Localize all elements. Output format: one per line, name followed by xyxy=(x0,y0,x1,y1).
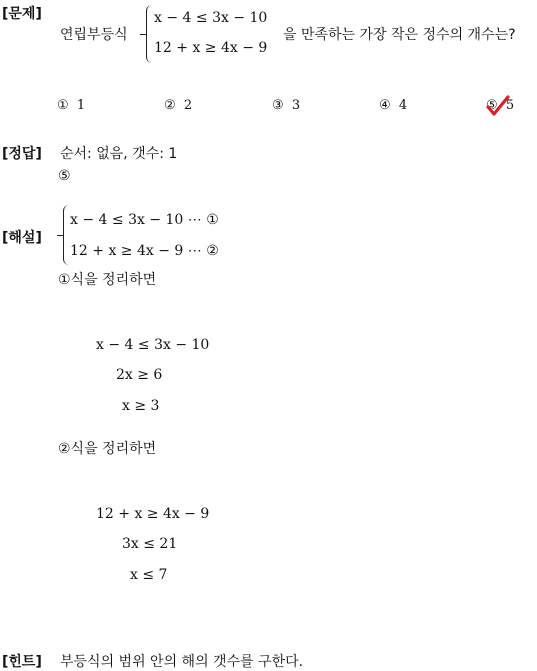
problem-tag: [문제] xyxy=(2,6,42,22)
choice-3-number: ③ xyxy=(272,98,284,113)
choice-2-number: ② xyxy=(164,98,176,113)
hint-tag: [힌트] xyxy=(2,654,42,670)
step2-line-2: 3x ≤ 21 xyxy=(122,536,178,552)
choice-1-value: 1 xyxy=(76,98,86,113)
answer-line-2: ⑤ xyxy=(58,168,71,184)
choice-5-number: ⑤ xyxy=(486,98,498,113)
answer-tag: [정답] xyxy=(2,146,42,162)
solution-system-2: 12 + x ≥ 4x − 9 ⋯ ② xyxy=(70,243,219,259)
problem-inequality-1: x − 4 ≤ 3x − 10 xyxy=(154,10,268,26)
choice-3-value: 3 xyxy=(291,98,301,113)
step1-line-2: 2x ≥ 6 xyxy=(116,367,163,383)
problem-prefix: 연립부등식 xyxy=(60,27,128,43)
step1-title: ①식을 정리하면 xyxy=(58,272,157,288)
step1-line-1: x − 4 ≤ 3x − 10 xyxy=(96,337,210,353)
solution-system-1: x − 4 ≤ 3x − 10 ⋯ ① xyxy=(70,212,219,228)
choice-2-value: 2 xyxy=(183,98,193,113)
problem-suffix: 을 만족하는 가장 작은 정수의 개수는? xyxy=(283,27,516,43)
answer-line-1: 순서: 없음, 갯수: 1 xyxy=(60,146,178,162)
choice-4[interactable] xyxy=(379,98,407,113)
hint-text: 부등식의 범위 안의 해의 갯수를 구한다. xyxy=(60,654,304,670)
choice-3[interactable] xyxy=(272,98,300,113)
solution-tag: [해설] xyxy=(2,230,42,246)
choice-1-number: ① xyxy=(57,98,69,113)
step2-title: ②식을 정리하면 xyxy=(58,441,157,457)
checkmark-icon xyxy=(486,95,510,117)
solution-brace xyxy=(63,205,69,265)
problem-inequality-2: 12 + x ≥ 4x − 9 xyxy=(154,40,268,56)
step2-line-3: x ≤ 7 xyxy=(130,567,168,583)
choice-4-value: 4 xyxy=(398,98,408,113)
choice-1[interactable] xyxy=(57,98,85,113)
step2-line-1: 12 + x ≥ 4x − 9 xyxy=(96,506,210,522)
choice-5-value: 5 xyxy=(505,98,515,113)
step1-line-3: x ≥ 3 xyxy=(122,398,160,414)
choice-2[interactable] xyxy=(164,98,192,113)
problem-brace xyxy=(146,5,152,63)
choice-4-number: ④ xyxy=(379,98,391,113)
